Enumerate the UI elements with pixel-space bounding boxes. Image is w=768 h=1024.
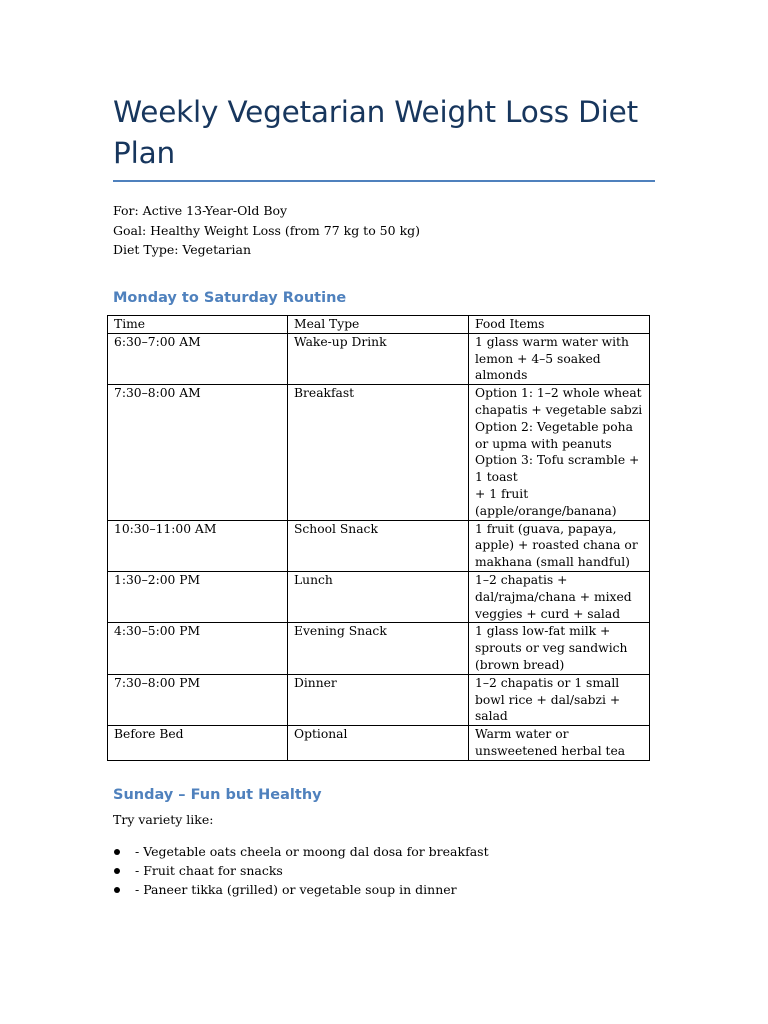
food-line: Warm water or unsweetened herbal tea bbox=[475, 727, 626, 758]
cell-food-items bbox=[469, 385, 650, 520]
routine-body bbox=[108, 333, 650, 760]
food-line: Option 3: Tofu scramble + 1 toast bbox=[475, 453, 640, 485]
column-header-meal-type: Meal Type bbox=[288, 316, 469, 334]
cell-food-items bbox=[469, 333, 650, 384]
sunday-intro: Try variety like: bbox=[113, 812, 214, 827]
table-row bbox=[108, 674, 650, 725]
bullet-icon bbox=[114, 868, 120, 874]
cell-time: 7:30–8:00 PM bbox=[108, 674, 288, 725]
cell-time: 1:30–2:00 PM bbox=[108, 571, 288, 622]
food-line: 1 glass warm water with lemon + 4–5 soaked almonds bbox=[475, 334, 629, 383]
bullet-icon bbox=[114, 887, 120, 893]
plan-diet-type: Diet Type: Vegetarian bbox=[113, 242, 252, 257]
food-line: 1–2 chapatis + dal/rajma/chana + mixed veggies + curd + salad bbox=[475, 572, 632, 621]
food-line: Option 2: Vegetable poha or upma with peanuts bbox=[475, 419, 633, 451]
document-title: Weekly Vegetarian Weight Loss Diet Plan bbox=[113, 95, 638, 170]
table-row bbox=[108, 333, 650, 384]
sunday-list bbox=[113, 842, 633, 899]
cell-food-items bbox=[469, 726, 650, 761]
cell-time: 10:30–11:00 AM bbox=[108, 520, 288, 571]
cell-meal-type: Dinner bbox=[288, 674, 469, 725]
list-item-text: - Fruit chaat for snacks bbox=[135, 863, 283, 878]
cell-food-items bbox=[469, 674, 650, 725]
food-line: Option 1: 1–2 whole wheat chapatis + vegetable sabzi bbox=[475, 386, 643, 417]
food-line: + 1 fruit (apple/orange/banana) bbox=[475, 486, 617, 518]
cell-meal-type: Optional bbox=[288, 726, 469, 761]
plan-for: For: Active 13-Year-Old Boy bbox=[113, 203, 288, 218]
plan-goal: Goal: Healthy Weight Loss (from 77 kg to 50 kg) bbox=[113, 222, 421, 238]
list-item bbox=[113, 842, 633, 861]
list-item-text: - Paneer tikka (grilled) or vegetable soup in dinner bbox=[135, 882, 457, 897]
column-header-time: Time bbox=[108, 316, 288, 334]
table-row bbox=[108, 726, 650, 761]
cell-time: 4:30–5:00 PM bbox=[108, 623, 288, 674]
food-line: 1 fruit (guava, papaya, apple) + roasted chana or makhana (small handful) bbox=[475, 521, 638, 570]
title-underline bbox=[113, 180, 655, 182]
table-row bbox=[108, 520, 650, 571]
table-row bbox=[108, 623, 650, 674]
list-item-text: - Vegetable oats cheela or moong dal dosa for breakfast bbox=[135, 844, 489, 859]
column-header-food-items: Food Items bbox=[469, 316, 650, 334]
cell-time: Before Bed bbox=[108, 726, 288, 761]
cell-meal-type: Lunch bbox=[288, 571, 469, 622]
table-row bbox=[108, 385, 650, 520]
food-line: 1 glass low-fat milk + sprouts or veg sandwich (brown bread) bbox=[475, 624, 628, 672]
bullet-icon bbox=[114, 849, 120, 855]
list-item bbox=[113, 880, 633, 899]
cell-food-items bbox=[469, 520, 650, 571]
cell-food-items bbox=[469, 623, 650, 674]
sunday-heading: Sunday – Fun but Healthy bbox=[113, 787, 322, 803]
table-row bbox=[108, 571, 650, 622]
food-line: 1–2 chapatis or 1 small bowl rice + dal/sabzi + salad bbox=[475, 675, 621, 724]
cell-food-items bbox=[469, 571, 650, 622]
plan-details bbox=[113, 201, 653, 260]
routine-heading: Monday to Saturday Routine bbox=[113, 290, 347, 306]
routine-table bbox=[107, 315, 650, 761]
routine-header-row bbox=[108, 316, 650, 334]
cell-meal-type: Breakfast bbox=[288, 385, 469, 520]
cell-time: 6:30–7:00 AM bbox=[108, 333, 288, 384]
cell-meal-type: School Snack bbox=[288, 520, 469, 571]
cell-meal-type: Evening Snack bbox=[288, 623, 469, 674]
cell-meal-type: Wake-up Drink bbox=[288, 333, 469, 384]
cell-time: 7:30–8:00 AM bbox=[108, 385, 288, 520]
list-item bbox=[113, 861, 633, 880]
